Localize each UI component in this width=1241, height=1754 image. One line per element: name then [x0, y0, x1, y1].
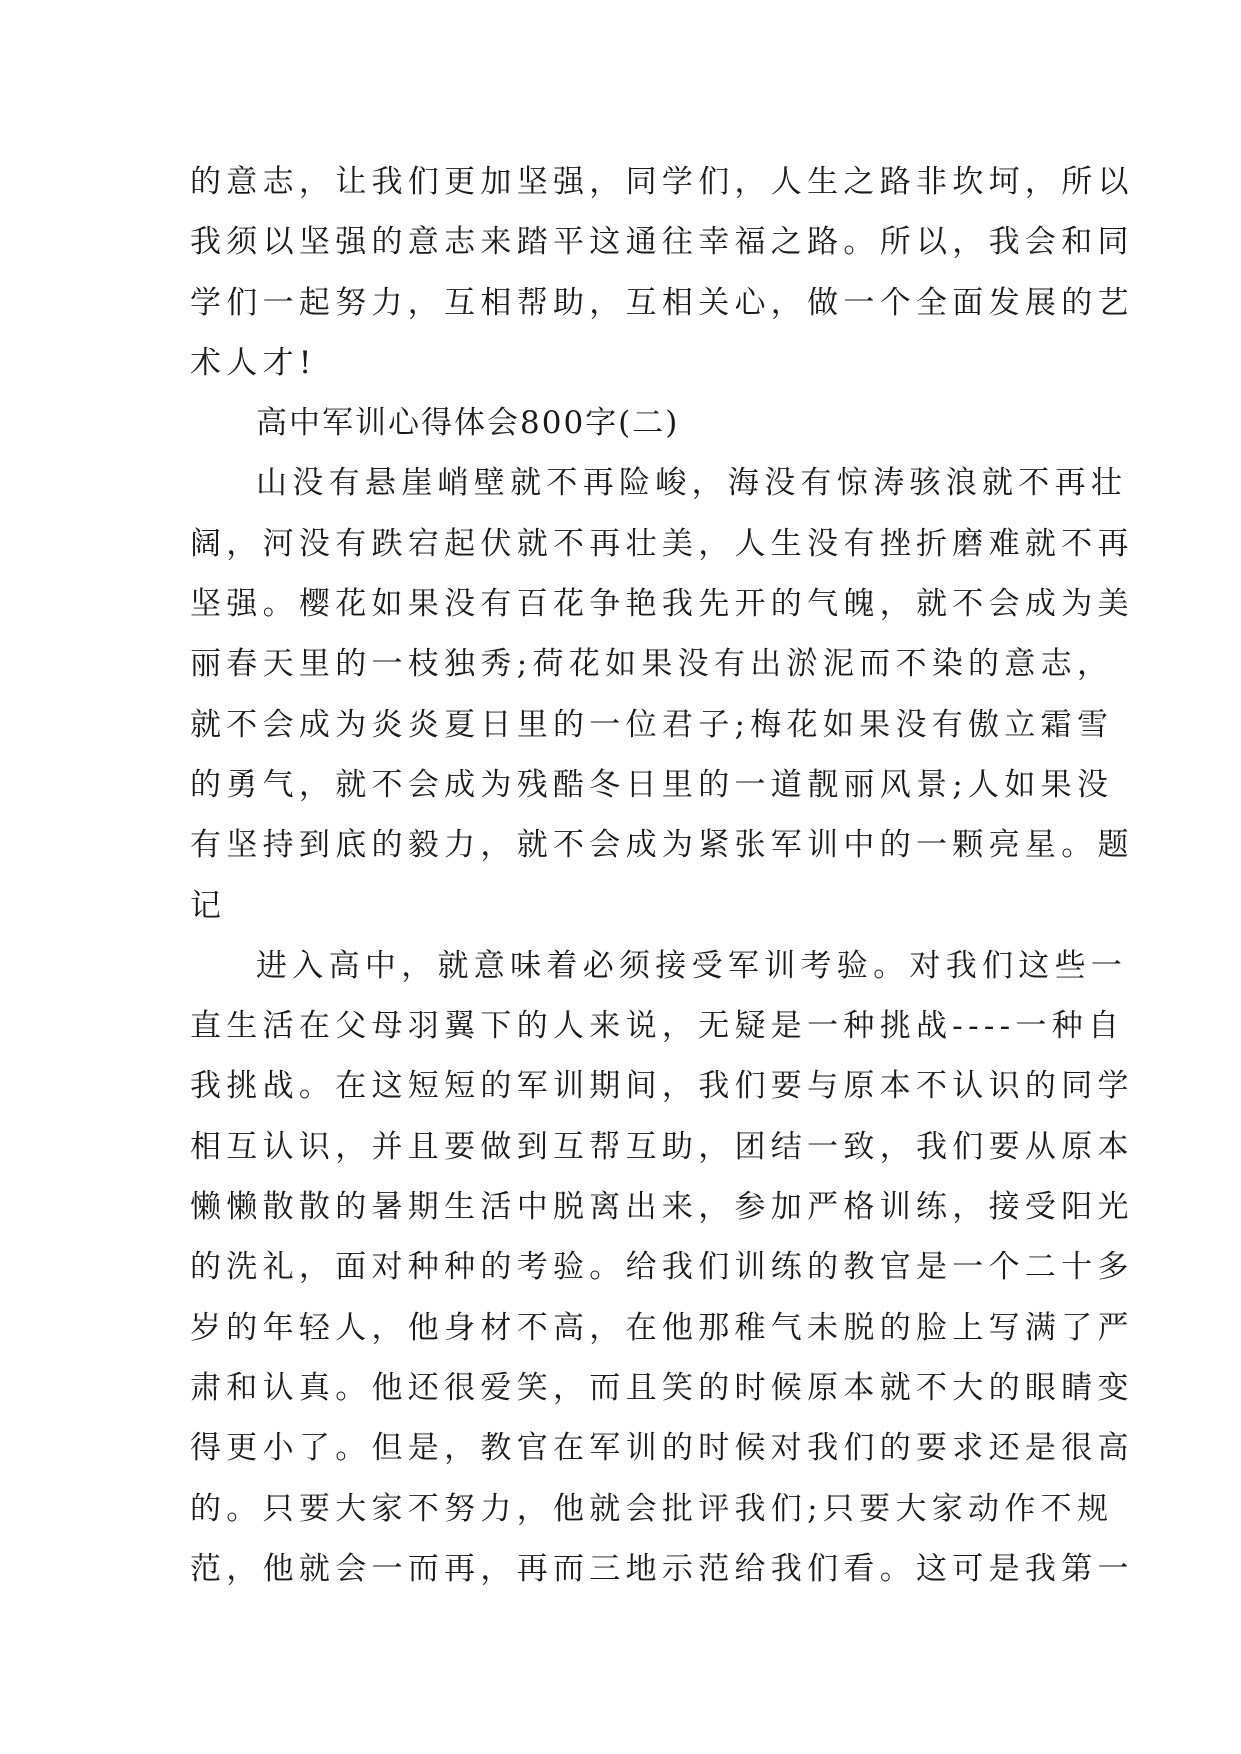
text-line: 坚强。樱花如果没有百花争艳我先开的气魄，就不会成为美 [190, 586, 1134, 623]
text-line: 就不会成为炎炎夏日里的一位君子;梅花如果没有傲立霜雪 [190, 706, 1114, 743]
text-line: 山没有悬崖峭壁就不再险峻，海没有惊涛骇浪就不再壮 [256, 465, 1128, 502]
text-line: 我挑战。在这短短的军训期间，我们要与原本不认识的同学 [190, 1068, 1134, 1105]
text-line: 的。只要大家不努力，他就会批评我们;只要大家动作不规 [190, 1490, 1114, 1527]
text-line: 阔，河没有跌宕起伏就不再壮美，人生没有挫折磨难就不再 [190, 525, 1134, 562]
section-heading: 高中军训心得体会800字(二) [256, 405, 680, 442]
text-line: 直生活在父母羽翼下的人来说，无疑是一种挑战----一种自 [190, 1008, 1125, 1045]
document-page [190, 152, 1134, 1599]
text-line: 的洗礼，面对种种的考验。给我们训练的教官是一个二十多 [190, 1249, 1134, 1286]
text-line: 懒懒散散的暑期生活中脱离出来，参加严格训练，接受阳光 [190, 1189, 1134, 1226]
text-line: 记 [190, 887, 227, 924]
text-line: 的意志，让我们更加坚强，同学们，人生之路非坎坷，所以 [190, 164, 1134, 200]
text-line: 范，他就会一而再，再而三地示范给我们看。这可是我第一 [190, 1550, 1134, 1587]
text-line: 丽春天里的一枝独秀;荷花如果没有出淤泥而不染的意志， [190, 646, 1114, 683]
text-line: 得更小了。但是，教官在军训的时候对我们的要求还是很高 [190, 1430, 1134, 1467]
text-line: 有坚持到底的毅力，就不会成为紧张军训中的一颗亮星。题 [190, 827, 1134, 864]
text-line: 相互认识，并且要做到互帮互助，团结一致，我们要从原本 [190, 1128, 1134, 1165]
text-line: 进入高中，就意味着必须接受军训考验。对我们这些一 [256, 947, 1128, 984]
text-line: 术人才! [190, 344, 317, 381]
text-line: 我须以坚强的意志来踏平这通往幸福之路。所以，我会和同 [190, 224, 1134, 261]
text-line: 的勇气，就不会成为残酷冬日里的一道靓丽风景;人如果没 [190, 766, 1114, 803]
text-line: 肃和认真。他还很爱笑，而且笑的时候原本就不大的眼睛变 [190, 1369, 1134, 1406]
text-line: 学们一起努力，互相帮助，互相关心，做一个全面发展的艺 [190, 284, 1134, 321]
text-line: 岁的年轻人，他身材不高，在他那稚气未脱的脸上写满了严 [190, 1309, 1134, 1346]
